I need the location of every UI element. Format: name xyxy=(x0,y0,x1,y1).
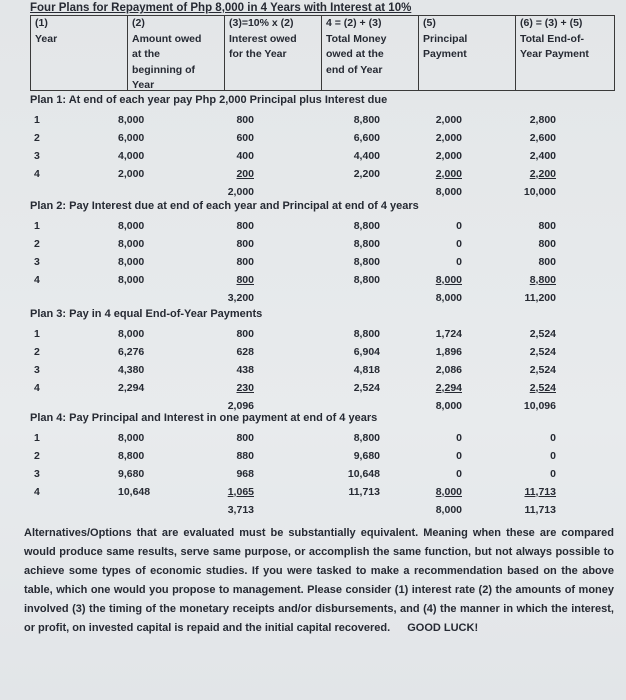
interest-cell: 800 xyxy=(236,432,254,444)
interest-cell: 880 xyxy=(236,450,254,462)
interest-total: 3,200 xyxy=(227,292,254,304)
payment-cell: 800 xyxy=(538,238,556,250)
owed-cell: 6,276 xyxy=(118,346,145,358)
principal-cell: 2,294 xyxy=(435,382,462,394)
payment-cell: 2,800 xyxy=(529,114,556,126)
page-title: Four Plans for Repayment of Php 8,000 in 4 Years with Interest at 10% xyxy=(30,2,412,14)
year-cell: 3 xyxy=(34,364,40,376)
payment-cell: 0 xyxy=(550,468,556,480)
owed-cell: 2,000 xyxy=(118,168,145,180)
total-owed-cell: 11,713 xyxy=(348,486,380,498)
principal-cell: 2,000 xyxy=(435,132,462,144)
year-cell: 1 xyxy=(34,220,40,232)
header-col-number: (6) = (3) + (5) xyxy=(520,17,583,29)
principal-cell: 0 xyxy=(456,468,462,480)
header-col-text: Amount owed at the beginning of Year xyxy=(132,32,202,91)
total-owed-cell: 10,648 xyxy=(347,468,380,480)
header-col-3 xyxy=(224,15,321,91)
year-cell: 4 xyxy=(34,168,40,180)
plan-2-title: Plan 2: Pay Interest due at end of each year and Principal at end of 4 years xyxy=(30,200,419,212)
interest-cell: 230 xyxy=(236,382,254,394)
header-col-text: Principal Payment xyxy=(423,32,468,60)
plan-1-title: Plan 1: At end of each year pay Php 2,000 Principal plus Interest due xyxy=(30,94,388,106)
principal-cell: 1,724 xyxy=(435,328,462,340)
total-owed-cell: 8,800 xyxy=(353,114,380,126)
payment-cell: 2,524 xyxy=(529,346,556,358)
total-owed-cell: 8,800 xyxy=(353,328,380,340)
year-cell: 2 xyxy=(34,450,40,462)
principal-cell: 0 xyxy=(456,450,462,462)
owed-cell: 8,000 xyxy=(118,114,145,126)
interest-total: 3,713 xyxy=(227,504,254,516)
interest-total: 2,000 xyxy=(227,186,254,198)
year-cell: 3 xyxy=(34,256,40,268)
header-col-number: 4 = (2) + (3) xyxy=(326,17,382,29)
owed-cell: 8,000 xyxy=(118,432,145,444)
principal-cell: 2,000 xyxy=(435,168,462,180)
paragraph-closing: GOOD LUCK! xyxy=(407,622,479,634)
total-owed-cell: 2,524 xyxy=(353,382,380,394)
owed-cell: 2,294 xyxy=(118,382,145,394)
principal-total: 8,000 xyxy=(435,400,462,412)
payment-cell: 2,524 xyxy=(529,328,556,340)
year-cell: 2 xyxy=(34,346,40,358)
interest-cell: 800 xyxy=(236,256,254,268)
owed-cell: 9,680 xyxy=(118,468,145,480)
payment-cell: 8,800 xyxy=(529,274,556,286)
interest-cell: 628 xyxy=(236,346,254,358)
interest-cell: 800 xyxy=(236,274,254,286)
principal-cell: 0 xyxy=(456,256,462,268)
principal-cell: 0 xyxy=(456,238,462,250)
total-owed-cell: 4,818 xyxy=(353,364,380,376)
total-owed-cell: 2,200 xyxy=(353,168,380,180)
total-owed-cell: 8,800 xyxy=(353,274,380,286)
header-col-1 xyxy=(30,15,127,91)
owed-cell: 4,000 xyxy=(118,150,145,162)
payment-cell: 2,600 xyxy=(529,132,556,144)
owed-cell: 8,000 xyxy=(118,256,145,268)
header-col-number: (5) xyxy=(423,17,436,29)
payment-total: 10,000 xyxy=(523,186,556,198)
interest-cell: 968 xyxy=(236,468,254,480)
header-col-number: (1) xyxy=(35,17,48,29)
year-cell: 4 xyxy=(34,486,40,498)
principal-total: 8,000 xyxy=(435,186,462,198)
interest-cell: 800 xyxy=(236,220,254,232)
year-cell: 1 xyxy=(34,432,40,444)
payment-total: 11,713 xyxy=(524,504,556,516)
principal-cell: 2,000 xyxy=(435,150,462,162)
payment-total: 11,200 xyxy=(524,292,556,304)
payment-cell: 2,524 xyxy=(529,364,556,376)
payment-cell: 800 xyxy=(538,220,556,232)
payment-cell: 2,524 xyxy=(529,382,556,394)
interest-cell: 600 xyxy=(236,132,254,144)
payment-total: 10,096 xyxy=(523,400,556,412)
owed-cell: 8,000 xyxy=(118,220,145,232)
principal-cell: 0 xyxy=(456,220,462,232)
payment-cell: 2,200 xyxy=(529,168,556,180)
payment-cell: 11,713 xyxy=(524,486,556,498)
owed-cell: 8,000 xyxy=(118,328,145,340)
year-cell: 2 xyxy=(34,132,40,144)
interest-cell: 800 xyxy=(236,114,254,126)
total-owed-cell: 6,600 xyxy=(353,132,380,144)
principal-total: 8,000 xyxy=(435,292,462,304)
total-owed-cell: 4,400 xyxy=(353,150,380,162)
header-col-4 xyxy=(321,15,418,91)
interest-cell: 400 xyxy=(236,150,254,162)
header-col-text: Interest owed for the Year xyxy=(229,32,297,60)
principal-cell: 8,000 xyxy=(435,486,462,498)
paragraph-body: Alternatives/Options that are evaluated must be substantially equivalent. Meaning when these are compared would produce same results, serve same purpose, or accomplish the same function, but not always possible to achieve some types of economic studies. If you were tasked to make a recommendation based on the above table, which one would you propose to management. Please consider (1) interest rate (2) the amounts of money involved (3) the timing of the monetary receipts and/or disbursements, and (4) the manner in which the interest, or profit, on invested capital is repaid and the initial capital recovered. xyxy=(24,527,614,634)
header-col-5 xyxy=(418,15,515,91)
header-col-2 xyxy=(127,15,224,91)
principal-cell: 2,086 xyxy=(435,364,462,376)
header-col-number: (3)=10% x (2) xyxy=(229,17,294,29)
payment-cell: 0 xyxy=(550,432,556,444)
interest-cell: 200 xyxy=(236,168,254,180)
interest-cell: 800 xyxy=(236,238,254,250)
principal-total: 8,000 xyxy=(435,504,462,516)
principal-cell: 2,000 xyxy=(435,114,462,126)
owed-cell: 8,000 xyxy=(118,274,145,286)
total-owed-cell: 9,680 xyxy=(353,450,380,462)
owed-cell: 8,800 xyxy=(118,450,145,462)
owed-cell: 4,380 xyxy=(118,364,145,376)
year-cell: 4 xyxy=(34,274,40,286)
plan-3-title: Plan 3: Pay in 4 equal End-of-Year Payments xyxy=(30,308,263,320)
principal-cell: 0 xyxy=(456,432,462,444)
plan-4-title: Plan 4: Pay Principal and Interest in one payment at end of 4 years xyxy=(30,412,378,424)
year-cell: 2 xyxy=(34,238,40,250)
instructions-paragraph xyxy=(24,524,614,638)
interest-cell: 438 xyxy=(236,364,254,376)
principal-cell: 8,000 xyxy=(435,274,462,286)
header-col-text: Year xyxy=(35,32,58,45)
payment-cell: 0 xyxy=(550,450,556,462)
year-cell: 1 xyxy=(34,328,40,340)
interest-cell: 1,065 xyxy=(227,486,254,498)
interest-cell: 800 xyxy=(236,328,254,340)
total-owed-cell: 8,800 xyxy=(353,256,380,268)
total-owed-cell: 8,800 xyxy=(353,238,380,250)
year-cell: 4 xyxy=(34,382,40,394)
owed-cell: 8,000 xyxy=(118,238,145,250)
header-col-text: Total End-of- Year Payment xyxy=(520,32,589,60)
header-col-6 xyxy=(515,15,615,91)
owed-cell: 6,000 xyxy=(118,132,145,144)
header-col-number: (2) xyxy=(132,17,145,29)
total-owed-cell: 6,904 xyxy=(353,346,380,358)
owed-cell: 10,648 xyxy=(118,486,151,498)
payment-cell: 2,400 xyxy=(529,150,556,162)
principal-cell: 1,896 xyxy=(435,346,462,358)
total-owed-cell: 8,800 xyxy=(353,432,380,444)
total-owed-cell: 8,800 xyxy=(353,220,380,232)
year-cell: 3 xyxy=(34,468,40,480)
payment-cell: 800 xyxy=(538,256,556,268)
year-cell: 3 xyxy=(34,150,40,162)
header-col-text: Total Money owed at the end of Year xyxy=(326,32,387,76)
year-cell: 1 xyxy=(34,114,40,126)
interest-total: 2,096 xyxy=(227,400,254,412)
